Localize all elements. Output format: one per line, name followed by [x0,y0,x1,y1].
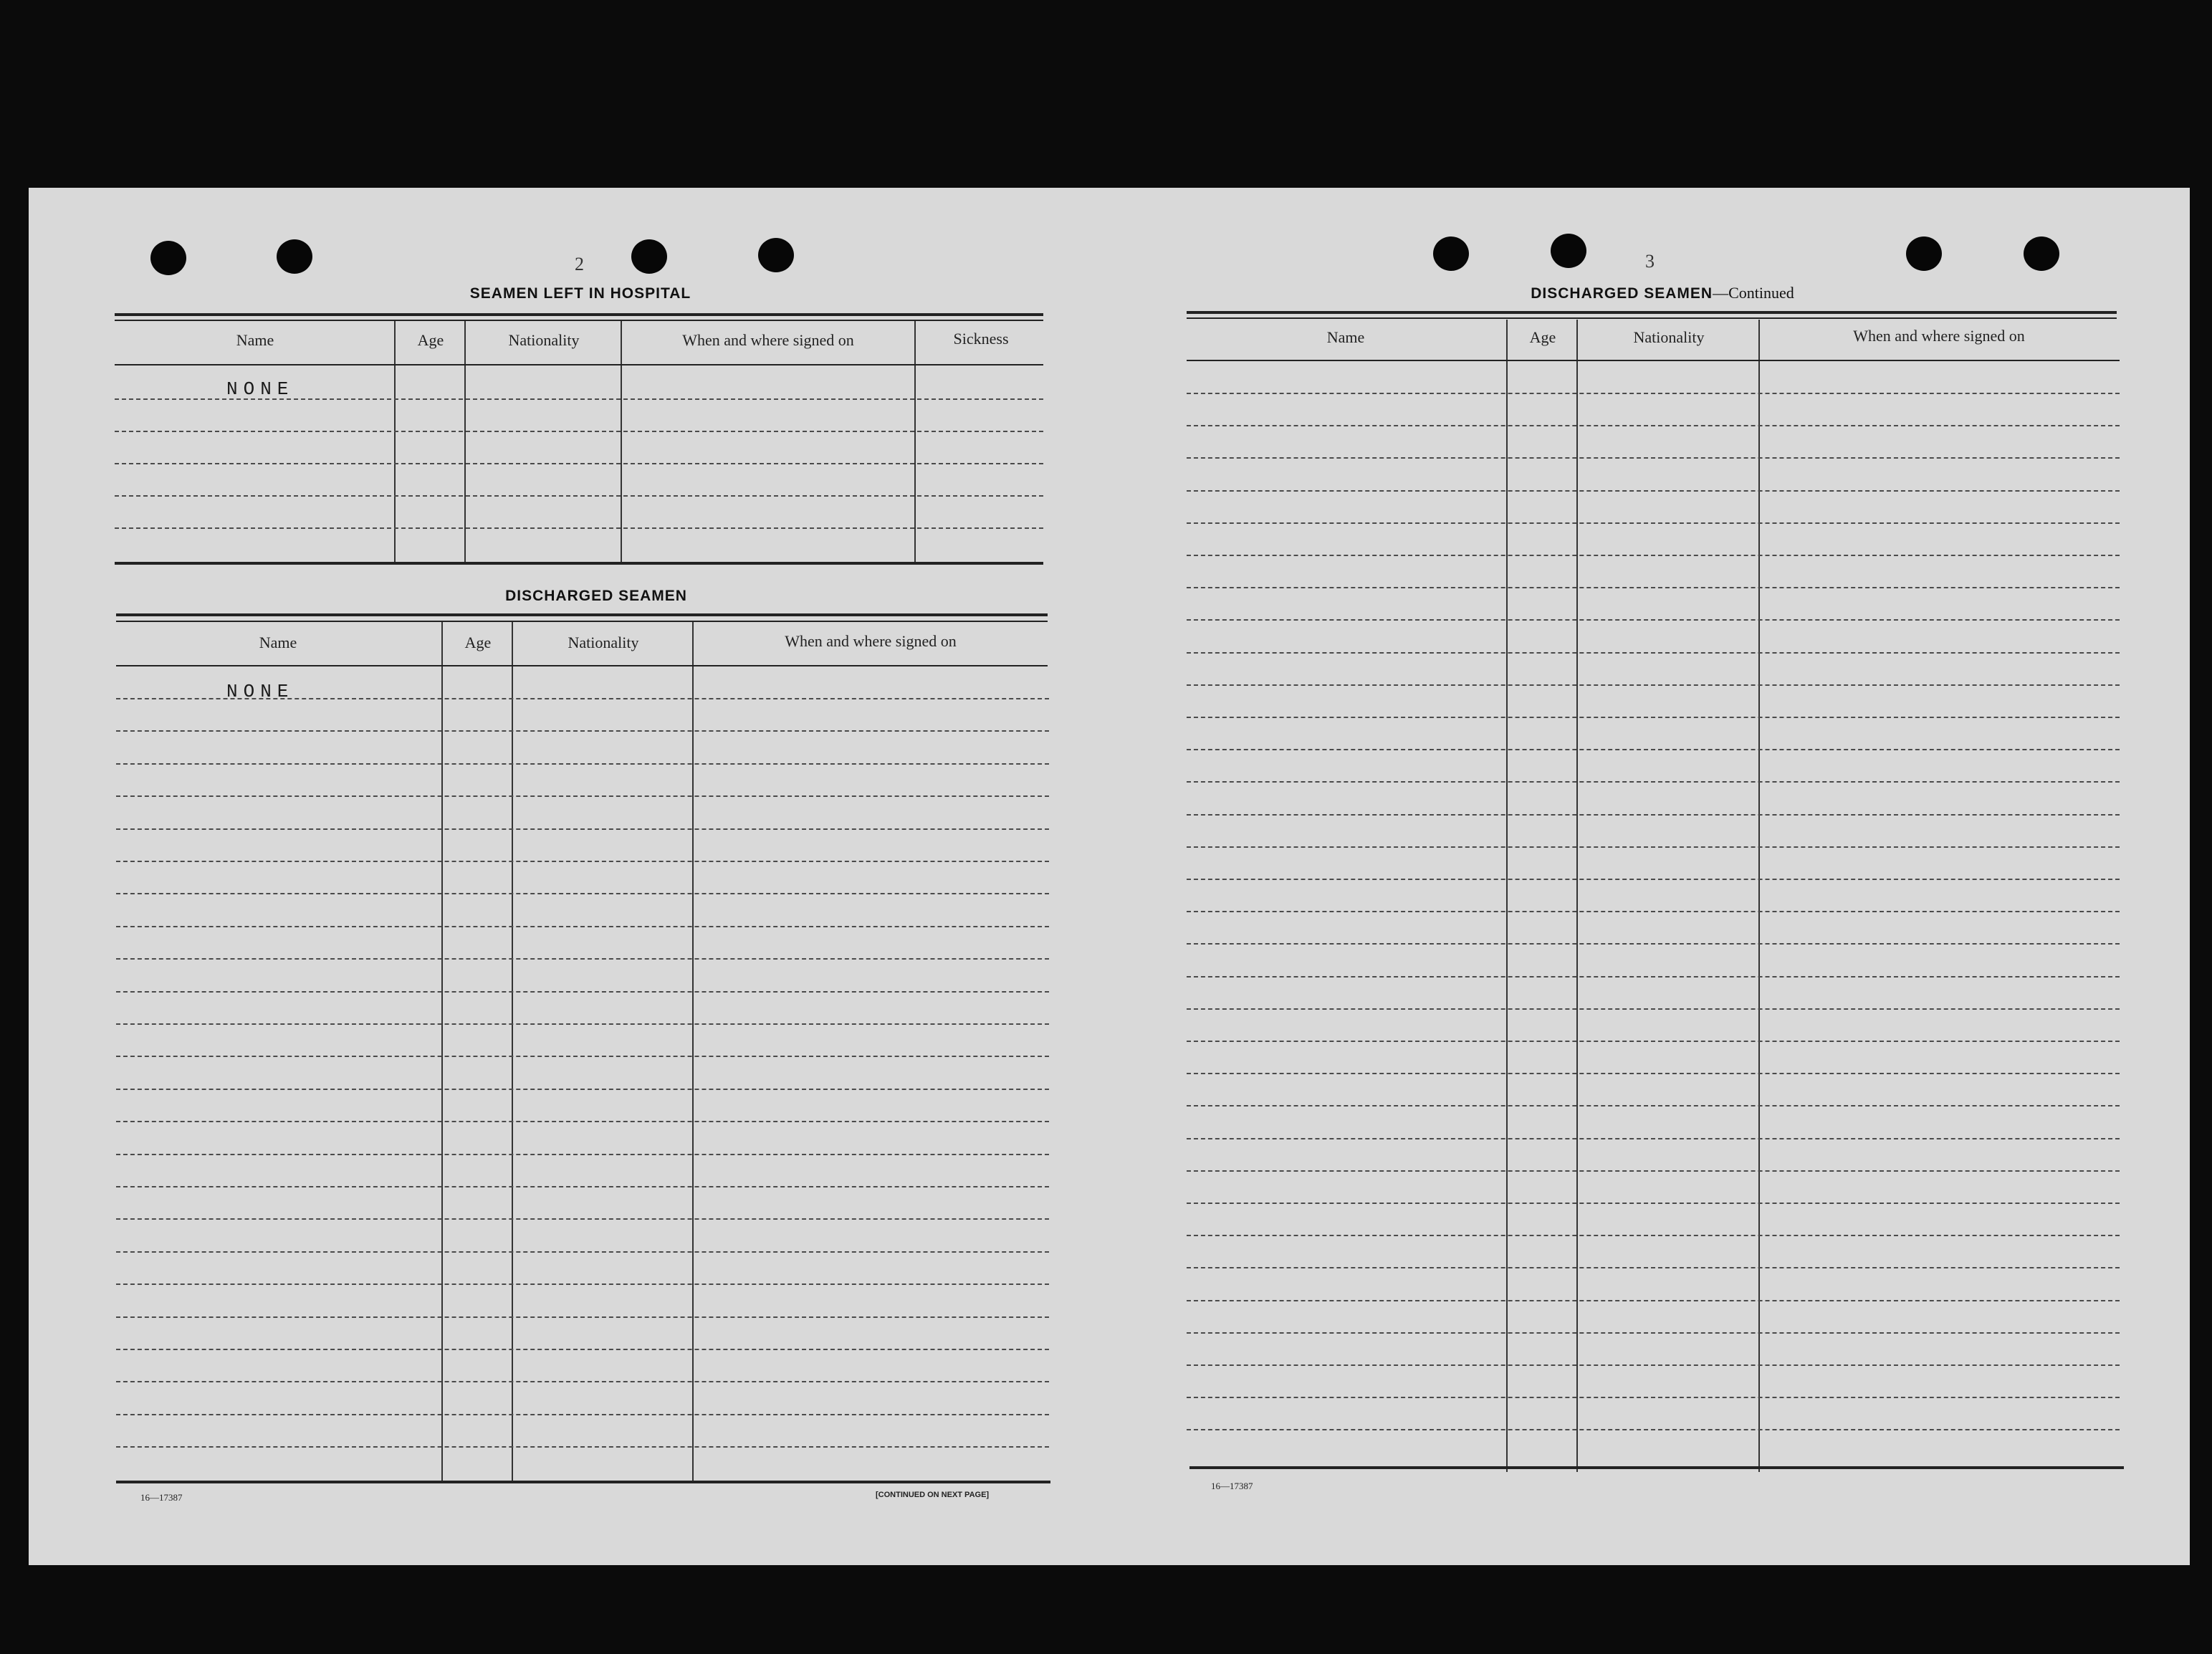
discharged-column-divider [512,622,513,1482]
right-header-signed-on: When and where signed on [1853,327,2025,345]
discharged-header-age: Age [464,634,492,651]
form-number-left: 16—17387 [140,1492,183,1503]
ledger-row-line [1187,619,2120,621]
hospital-bottom-rule [115,562,1043,565]
ledger-row-line [1187,943,2120,945]
ledger-row-line [1187,1138,2120,1139]
ledger-row-line [116,828,1049,830]
ledger-row-line [116,1349,1049,1350]
ledger-row-line [116,1283,1049,1285]
ledger-row-line [116,1089,1049,1090]
ledger-row-line [1187,1170,2120,1172]
hospital-row-line [115,495,1043,497]
discharged-header-nationality: Nationality [568,634,639,651]
ledger-row-line [116,958,1049,960]
ledger-row-line [116,991,1049,993]
ledger-row-line [1187,1203,2120,1204]
ledger-row-line [1187,587,2120,588]
right-top-rule [1187,311,2117,314]
discharged-top-rule [116,621,1048,622]
page-number-right: 3 [1645,251,1655,272]
ledger-row-line [116,1381,1049,1382]
hospital-section-title: SEAMEN LEFT IN HOSPITAL [469,285,691,302]
ledger-row-line [1187,490,2120,492]
ledger-row-line [1187,1364,2120,1366]
ledger-row-line [1187,1332,2120,1334]
ledger-row-line [1187,652,2120,654]
discharged-bottom-rule [116,1481,1050,1483]
ledger-row-line [1187,1267,2120,1268]
ledger-row-line [116,893,1049,894]
ledger-row-line [1187,684,2120,686]
hospital-header-nationality: Nationality [508,331,580,349]
ledger-row-line [116,1446,1049,1448]
ledger-row-line [1187,1041,2120,1042]
right-header-rule [1187,360,2120,361]
ledger-row-line [116,861,1049,862]
page-number-left: 2 [575,254,584,274]
ledger-row-line [1187,1300,2120,1301]
ledger-row-line [116,1218,1049,1220]
ledger-row-line [1187,1397,2120,1398]
right-header-name: Name [1326,328,1365,346]
ledger-row-line [1187,425,2120,426]
right-top-rule [1187,317,2117,319]
discharged-continued-suffix: —Continued [1713,284,1794,302]
hospital-header-signed-on: When and where signed on [682,331,854,349]
ledger-row-line [116,926,1049,927]
punch-hole [150,241,186,275]
ledger-row-line [116,730,1049,732]
discharged-section-title: DISCHARGED SEAMEN [505,588,687,604]
hospital-top-rule [115,313,1043,316]
ledger-row-line [1187,555,2120,556]
ledger-row-line [1187,814,2120,816]
right-header-age: Age [1529,328,1556,346]
discharged-continued-title-main: DISCHARGED SEAMEN [1531,285,1713,302]
punch-hole [1906,236,1942,271]
ledger-row-line [1187,749,2120,750]
ledger-row-line [1187,1105,2120,1106]
discharged-header-name: Name [259,634,297,651]
hospital-header-age: Age [417,331,444,349]
hospital-row-line [115,398,1043,400]
hospital-entry: NONE [226,378,295,400]
ledger-row-line [1187,522,2120,524]
hospital-row-line [115,431,1043,432]
hospital-header-name: Name [236,331,274,349]
punch-hole [631,239,667,274]
ledger-row-line [116,1023,1049,1025]
punch-hole [1433,236,1469,271]
ledger-row-line [116,1414,1049,1415]
ledger-row-line [116,698,1049,699]
ledger-row-line [116,763,1049,765]
ledger-row-line [116,1251,1049,1253]
hospital-header-rule [115,364,1043,365]
right-header-nationality: Nationality [1633,328,1705,346]
ledger-row-line [1187,781,2120,783]
ledger-row-line [1187,846,2120,848]
ledger-row-line [1187,1235,2120,1236]
ledger-row-line [1187,976,2120,977]
ledger-row-line [116,1121,1049,1122]
discharged-column-divider [692,622,694,1482]
ledger-row-line [116,1316,1049,1318]
discharged-entry: NONE [226,681,295,702]
right-bottom-rule [1189,1466,2124,1469]
continued-note: [CONTINUED ON NEXT PAGE] [876,1491,990,1499]
ledger-sheet [29,188,2190,1565]
punch-hole [277,239,312,274]
ledger-row-line [1187,1073,2120,1074]
hospital-row-line [115,463,1043,464]
ledger-row-line [1187,457,2120,459]
ledger-row-line [116,1056,1049,1057]
ledger-row-line [116,1186,1049,1187]
hospital-header-sickness: Sickness [953,330,1009,348]
ledger-row-line [1187,393,2120,394]
punch-hole [1551,234,1586,268]
ledger-row-line [1187,1429,2120,1430]
ledger-row-line [116,1154,1049,1155]
ledger-row-line [1187,717,2120,718]
punch-hole [758,238,794,272]
discharged-continued-title [1447,284,1877,302]
hospital-top-rule [115,320,1043,321]
discharged-top-rule [116,613,1048,616]
form-number-right: 16—17387 [1211,1481,1253,1491]
punch-hole [2024,236,2059,271]
discharged-column-divider [441,622,443,1482]
discharged-header-rule [116,665,1048,666]
ledger-row-line [1187,879,2120,880]
hospital-row-line [115,527,1043,529]
ledger-row-line [1187,911,2120,912]
ledger-row-line [1187,1008,2120,1010]
ledger-row-line [116,795,1049,797]
discharged-header-signed-on: When and where signed on [785,632,957,650]
